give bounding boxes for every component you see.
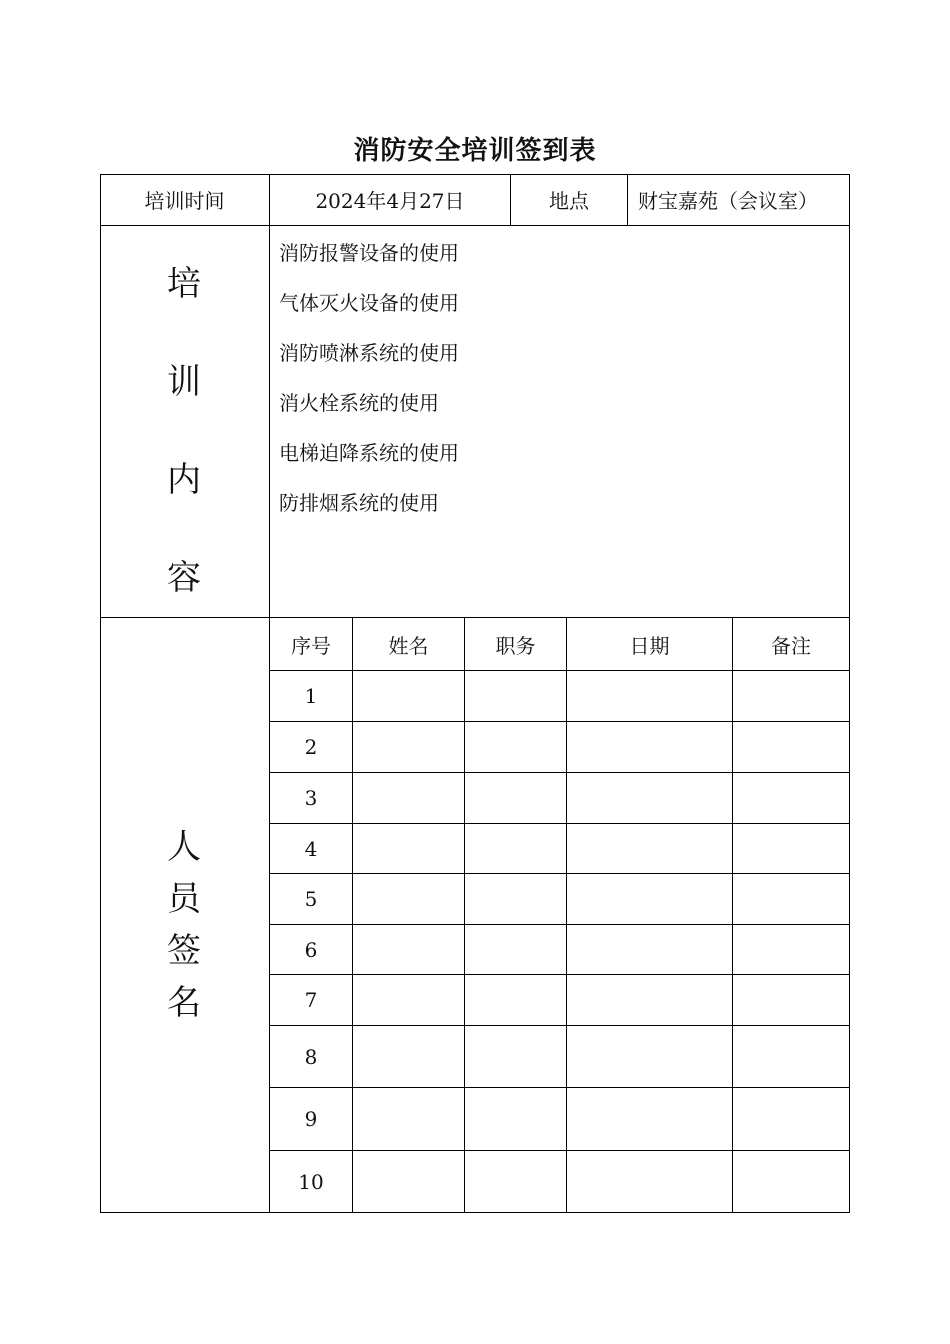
column-header-date: 日期	[629, 633, 670, 658]
content-item: 电梯迫降系统的使用	[279, 441, 459, 465]
column-header-name: 姓名	[388, 633, 429, 658]
row-number: 9	[304, 1107, 318, 1131]
row-number: 10	[298, 1169, 324, 1194]
content-item: 气体灭火设备的使用	[279, 291, 459, 315]
place-label: 地点	[549, 189, 589, 213]
signin-sheet-table	[100, 174, 850, 1213]
training-time-label: 培训时间	[144, 189, 225, 213]
signin-label-char: 名	[167, 983, 201, 1023]
training-time-value: 2024年4月27日	[315, 189, 465, 213]
column-header-remarks: 备注	[771, 633, 811, 658]
content-label-char: 内	[167, 460, 201, 500]
content-label-char: 培	[167, 264, 201, 304]
row-number: 4	[304, 836, 318, 861]
content-label-char: 容	[167, 558, 201, 598]
signin-label-char: 员	[167, 879, 201, 919]
signin-label-char: 人	[167, 827, 201, 867]
column-header-no: 序号	[291, 633, 331, 658]
row-number: 5	[304, 887, 318, 911]
content-item: 防排烟系统的使用	[279, 491, 439, 515]
row-number: 8	[304, 1044, 318, 1069]
row-number: 3	[304, 786, 318, 810]
place-value: 财宝嘉苑（会议室）	[638, 189, 818, 213]
content-item: 消火栓系统的使用	[279, 391, 439, 415]
page-title: 消防安全培训签到表	[353, 136, 597, 166]
content-label-char: 训	[167, 362, 201, 402]
content-item: 消防报警设备的使用	[279, 241, 459, 265]
row-number: 1	[304, 684, 318, 708]
content-item: 消防喷淋系统的使用	[279, 341, 459, 365]
column-header-position: 职务	[495, 633, 536, 658]
row-number: 7	[304, 988, 318, 1012]
row-number: 2	[304, 735, 318, 759]
row-number: 6	[304, 937, 318, 962]
signin-label-char: 签	[167, 931, 201, 971]
